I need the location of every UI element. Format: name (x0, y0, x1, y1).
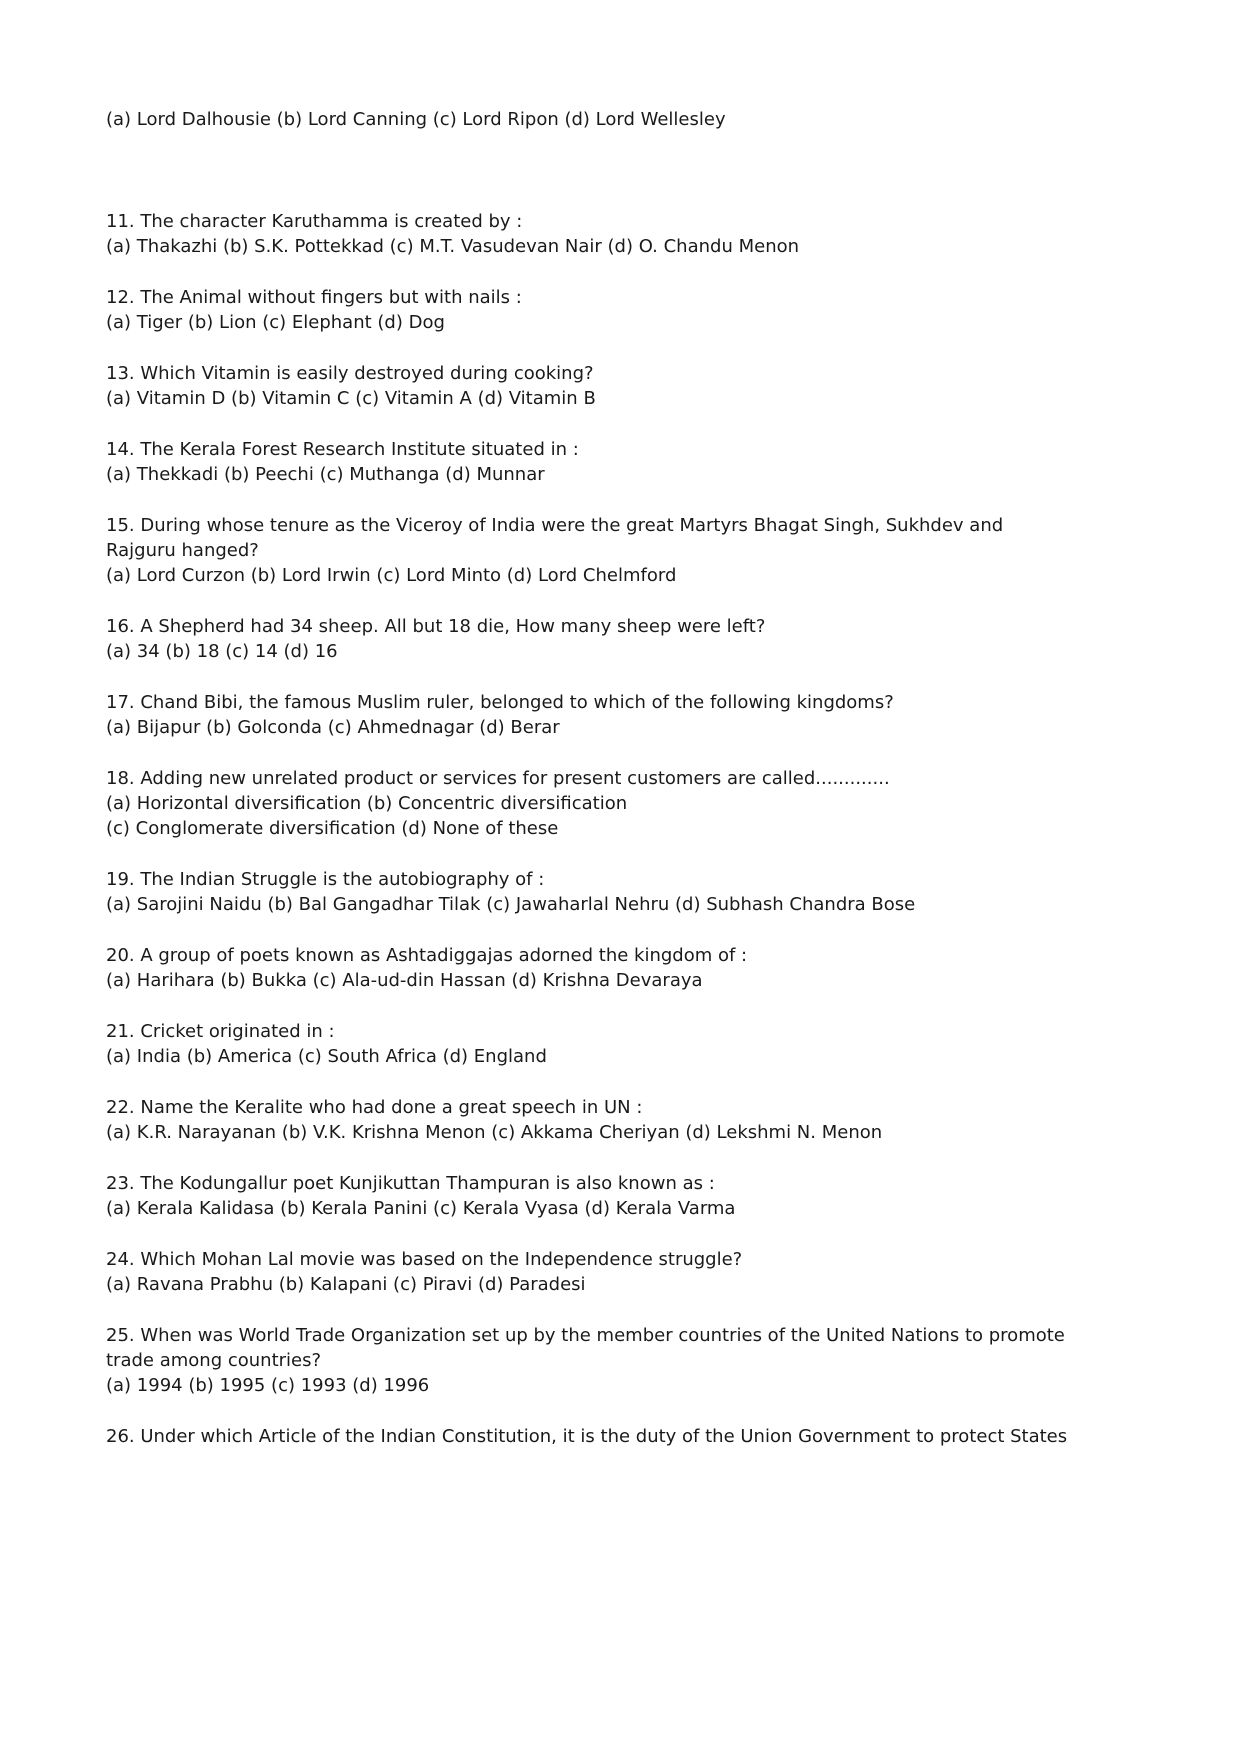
answer-options: (a) Thekkadi (b) Peechi (c) Muthanga (d) Munnar (106, 464, 545, 485)
question-text: 13. Which Vitamin is easily destroyed during cooking? (106, 363, 594, 384)
answer-options: (a) India (b) America (c) South Africa (d) England (106, 1046, 547, 1067)
answer-options: (a) Bijapur (b) Golconda (c) Ahmednagar (d) Berar (106, 717, 560, 738)
answer-options: (a) K.R. Narayanan (b) V.K. Krishna Menon (c) Akkama Cheriyan (d) Lekshmi N. Menon (106, 1122, 883, 1143)
question-text: 11. The character Karuthamma is created by : (106, 211, 523, 232)
answer-options: (a) 34 (b) 18 (c) 14 (d) 16 (106, 641, 338, 662)
answer-options: (a) Horizontal diversification (b) Concentric diversification (106, 793, 628, 814)
question-text: 24. Which Mohan Lal movie was based on the Independence struggle? (106, 1249, 743, 1270)
answer-options: (a) Lord Curzon (b) Lord Irwin (c) Lord Minto (d) Lord Chelmford (106, 565, 677, 586)
answer-options: (a) 1994 (b) 1995 (c) 1993 (d) 1996 (106, 1375, 430, 1396)
question-text: 15. During whose tenure as the Viceroy of India were the great Martyrs Bhagat Singh, Sukhdev and (106, 515, 1004, 536)
question-text: 20. A group of poets known as Ashtadiggajas adorned the kingdom of : (106, 945, 748, 966)
answer-options: (a) Ravana Prabhu (b) Kalapani (c) Piravi (d) Paradesi (106, 1274, 586, 1295)
answer-options: (a) Sarojini Naidu (b) Bal Gangadhar Tilak (c) Jawaharlal Nehru (d) Subhash Chandra Bose (106, 894, 916, 915)
question-text: Rajguru hanged? (106, 540, 259, 561)
answer-options: (c) Conglomerate diversification (d) None of these (106, 818, 559, 839)
answer-options: (a) Vitamin D (b) Vitamin C (c) Vitamin A (d) Vitamin B (106, 388, 596, 409)
question-text: 17. Chand Bibi, the famous Muslim ruler, belonged to which of the following kingdoms? (106, 692, 894, 713)
answer-options: (a) Kerala Kalidasa (b) Kerala Panini (c) Kerala Vyasa (d) Kerala Varma (106, 1198, 736, 1219)
answer-options: (a) Lord Dalhousie (b) Lord Canning (c) Lord Ripon (d) Lord Wellesley (106, 109, 726, 130)
question-text: 21. Cricket originated in : (106, 1021, 335, 1042)
question-text: trade among countries? (106, 1350, 322, 1371)
question-text: 26. Under which Article of the Indian Constitution, it is the duty of the Union Government to protect States (106, 1426, 1068, 1447)
question-text: 23. The Kodungallur poet Kunjikuttan Thampuran is also known as : (106, 1173, 715, 1194)
question-text: 19. The Indian Struggle is the autobiography of : (106, 869, 545, 890)
question-text: 18. Adding new unrelated product or services for present customers are called............. (106, 768, 890, 789)
question-text: 14. The Kerala Forest Research Institute situated in : (106, 439, 579, 460)
question-text: 22. Name the Keralite who had done a great speech in UN : (106, 1097, 643, 1118)
question-text: 16. A Shepherd had 34 sheep. All but 18 die, How many sheep were left? (106, 616, 766, 637)
answer-options: (a) Tiger (b) Lion (c) Elephant (d) Dog (106, 312, 445, 333)
question-text: 25. When was World Trade Organization set up by the member countries of the United Nations to promote (106, 1325, 1065, 1346)
answer-options: (a) Harihara (b) Bukka (c) Ala-ud-din Hassan (d) Krishna Devaraya (106, 970, 703, 991)
question-text: 12. The Animal without fingers but with nails : (106, 287, 522, 308)
answer-options: (a) Thakazhi (b) S.K. Pottekkad (c) M.T. Vasudevan Nair (d) O. Chandu Menon (106, 236, 800, 257)
